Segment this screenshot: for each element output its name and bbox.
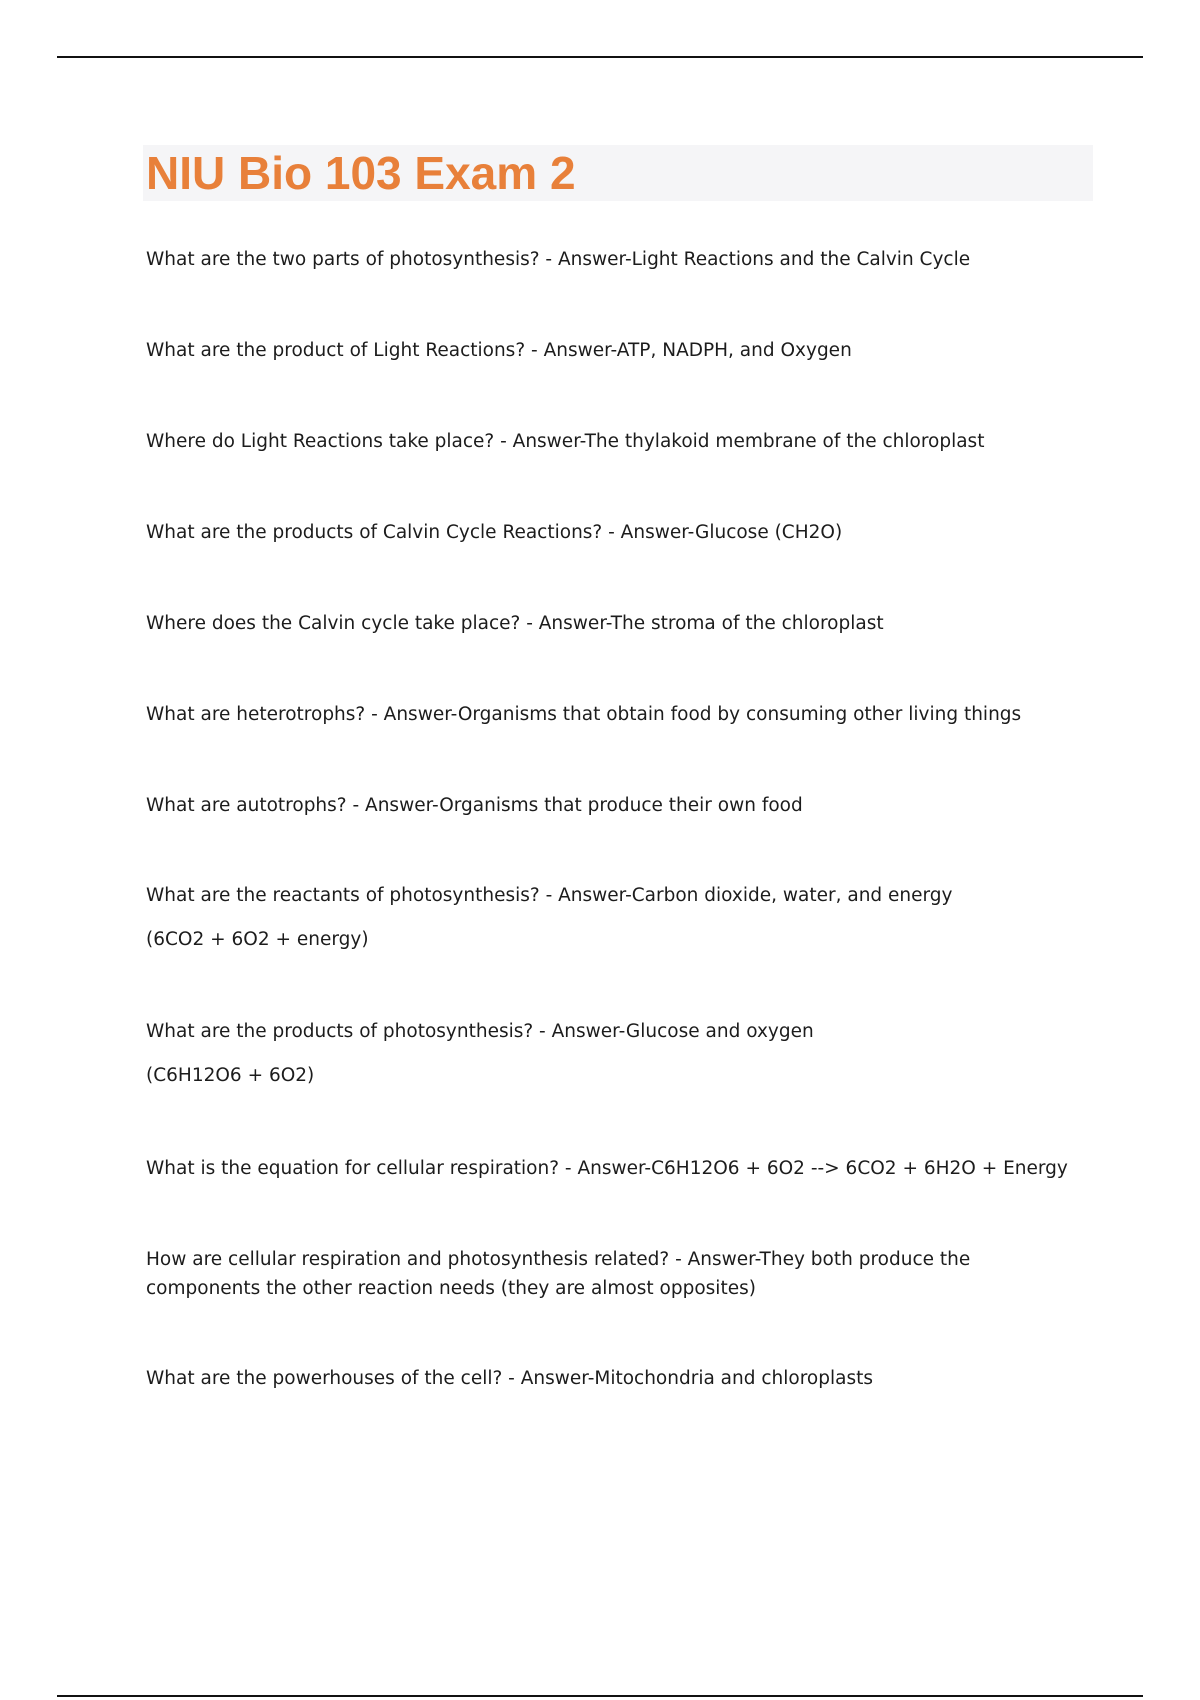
qa-item <box>146 1154 1086 1183</box>
qa-item <box>146 1017 1086 1090</box>
qa-item <box>146 881 1086 954</box>
qa-item <box>146 1245 1086 1303</box>
bottom-rule <box>57 1695 1143 1697</box>
qa-text: What are the powerhouses of the cell? - Answer-Mitochondria and chloroplasts <box>146 1368 873 1389</box>
qa-item <box>146 1364 1086 1393</box>
qa-item <box>146 791 1086 820</box>
qa-item <box>146 518 1086 547</box>
qa-text: Where does the Calvin cycle take place? - Answer-The stroma of the chloroplast <box>146 613 884 634</box>
qa-formula: (6CO2 + 6O2 + energy) <box>146 929 369 950</box>
qa-text: What are autotrophs? - Answer-Organisms that produce their own food <box>146 795 803 816</box>
qa-text: What are the two parts of photosynthesis? - Answer-Light Reactions and the Calvin Cycle <box>146 249 971 270</box>
qa-text: What are the reactants of photosynthesis? - Answer-Carbon dioxide, water, and energy <box>146 885 953 906</box>
qa-text: What are the products of Calvin Cycle Reactions? - Answer-Glucose (CH2O) <box>146 522 843 543</box>
qa-item <box>146 609 1086 638</box>
qa-item <box>146 427 1086 456</box>
document-title: NIU Bio 103 Exam 2 <box>146 147 576 199</box>
qa-text: What are the products of photosynthesis? - Answer-Glucose and oxygen <box>146 1021 814 1042</box>
qa-text: Where do Light Reactions take place? - Answer-The thylakoid membrane of the chloroplast <box>146 431 985 452</box>
top-rule <box>57 56 1143 58</box>
qa-item <box>146 245 1086 274</box>
qa-text: What are heterotrophs? - Answer-Organisms that obtain food by consuming other living things <box>146 704 1022 725</box>
qa-formula: (C6H12O6 + 6O2) <box>146 1065 315 1086</box>
qa-text: How are cellular respiration and photosynthesis related? - Answer-They both produce the components the other reaction needs (they are almost opposites) <box>146 1249 971 1299</box>
qa-text: What are the product of Light Reactions? - Answer-ATP, NADPH, and Oxygen <box>146 340 852 361</box>
qa-item <box>146 700 1086 729</box>
qa-item <box>146 336 1086 365</box>
qa-text: What is the equation for cellular respiration? - Answer-C6H12O6 + 6O2 --> 6CO2 + 6H2O + Energy <box>146 1158 1068 1179</box>
